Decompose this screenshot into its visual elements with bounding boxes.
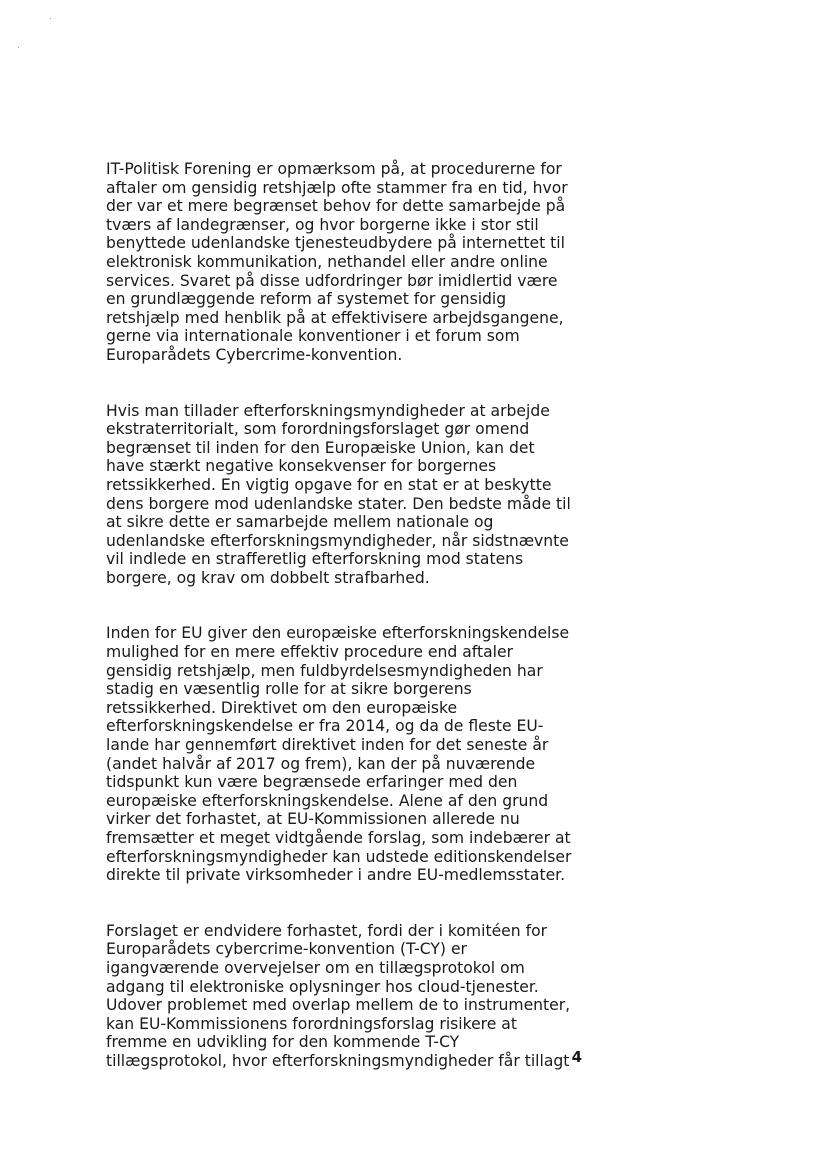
text-line: retssikkerhed. En vigtig opgave for en stat er at beskytte — [106, 475, 552, 494]
text-line: efterforskningsmyndigheder kan udstede editionskendelser — [106, 847, 572, 866]
text-line: borgere, og krav om dobbelt strafbarhed. — [106, 568, 430, 587]
text-line: mulighed for en mere effektiv procedure end aftaler — [106, 643, 513, 662]
paragraph-2 — [106, 402, 596, 588]
text-line: fremme en udvikling for den kommende T-CY — [106, 1033, 460, 1052]
text-line: fremsætter et meget vidtgående forslag, som indebærer at — [106, 829, 571, 847]
page-number: 4 — [571, 1048, 582, 1066]
text-line: begrænset til inden for den Europæiske Union, kan det — [106, 438, 535, 457]
text-line: have stærkt negative konsekvenser for borgernes — [106, 457, 497, 476]
text-line: tillægsprotokol, hvor efterforskningsmyndigheder får tillagt — [106, 1051, 570, 1070]
text-line: tværs af landegrænser, og hvor borgerne ikke i stor stil — [106, 215, 539, 234]
text-line: benyttede udenlandske tjenesteudbydere på internettet til — [106, 234, 565, 253]
paragraph-3 — [106, 624, 596, 884]
text-line: Inden for EU giver den europæiske efterforskningskendelse — [106, 624, 570, 643]
text-line: direkte til private virksomheder i andre EU-medlemsstater. — [106, 866, 566, 885]
text-line: Europarådets cybercrime-konvention (T-CY) er — [106, 940, 467, 959]
text-line: retshjælp med henblik på at effektivisere arbejdsgangene, — [106, 308, 564, 327]
text-line: Udover problemet med overlap mellem de to instrumenter, — [106, 996, 571, 1015]
text-line: services. Svaret på disse udfordringer bør imidlertid være — [106, 271, 558, 290]
text-line: tidspunkt kun være begrænsede erfaringer med den — [106, 773, 518, 792]
text-line: elektronisk kommunikation, nethandel eller andre online — [106, 252, 548, 271]
text-line: lande har gennemført direktivet inden for det seneste år — [106, 736, 549, 755]
text-line: virker det forhastet, at EU-Kommissionen allerede nu — [106, 810, 520, 829]
paragraph-4 — [106, 922, 596, 1071]
text-line: ekstraterritorialt, som forordningsforslaget gør omend — [106, 420, 530, 439]
text-line: efterforskningskendelse er fra 2014, og da de fleste EU- — [106, 717, 544, 736]
body-text — [106, 160, 596, 1108]
text-line: kan EU-Kommissionens forordningsforslag risikere at — [106, 1014, 517, 1033]
text-line: en grundlæggende reform af systemet for gensidig — [106, 290, 507, 309]
text-line: IT-Politisk Forening er opmærksom på, at procedurerne for — [106, 160, 562, 178]
text-line: gerne via internationale konventioner i et forum som — [106, 327, 520, 346]
text-line: (andet halvår af 2017 og frem), kan der på nuværende — [106, 754, 536, 773]
text-line: stadig en væsentlig rolle for at sikre borgerens — [106, 680, 472, 699]
text-line: adgang til elektroniske oplysninger hos cloud-tjenester. — [106, 977, 539, 996]
text-line: gensidig retshjælp, men fuldbyrdelsesmyndigheden har — [106, 661, 543, 680]
text-line: udenlandske efterforskningsmyndigheder, når sidstnævnte — [106, 531, 569, 550]
text-line: dens borgere mod udenlandske stater. Den bedste måde til — [106, 494, 571, 513]
paragraph-1 — [106, 160, 596, 365]
text-line: retssikkerhed. Direktivet om den europæiske — [106, 698, 458, 717]
text-line: Europarådets Cybercrime-konvention. — [106, 345, 403, 364]
scan-speck — [18, 47, 19, 48]
text-line: europæiske efterforskningskendelse. Alene af den grund — [106, 791, 549, 810]
text-line: at sikre dette er samarbejde mellem nationale og — [106, 513, 494, 532]
text-line: der var et mere begrænset behov for dette samarbejde på — [106, 197, 566, 216]
text-line: igangværende overvejelser om en tillægsprotokol om — [106, 958, 525, 977]
text-line: aftaler om gensidig retshjælp ofte stammer fra en tid, hvor — [106, 178, 568, 197]
text-line: Forslaget er endvidere forhastet, fordi der i komitéen for — [106, 921, 548, 940]
text-line: Hvis man tillader efterforskningsmyndigheder at arbejde — [106, 401, 550, 420]
scan-speck — [50, 18, 51, 19]
text-line: vil indlede en strafferetlig efterforskning mod statens — [106, 550, 524, 569]
